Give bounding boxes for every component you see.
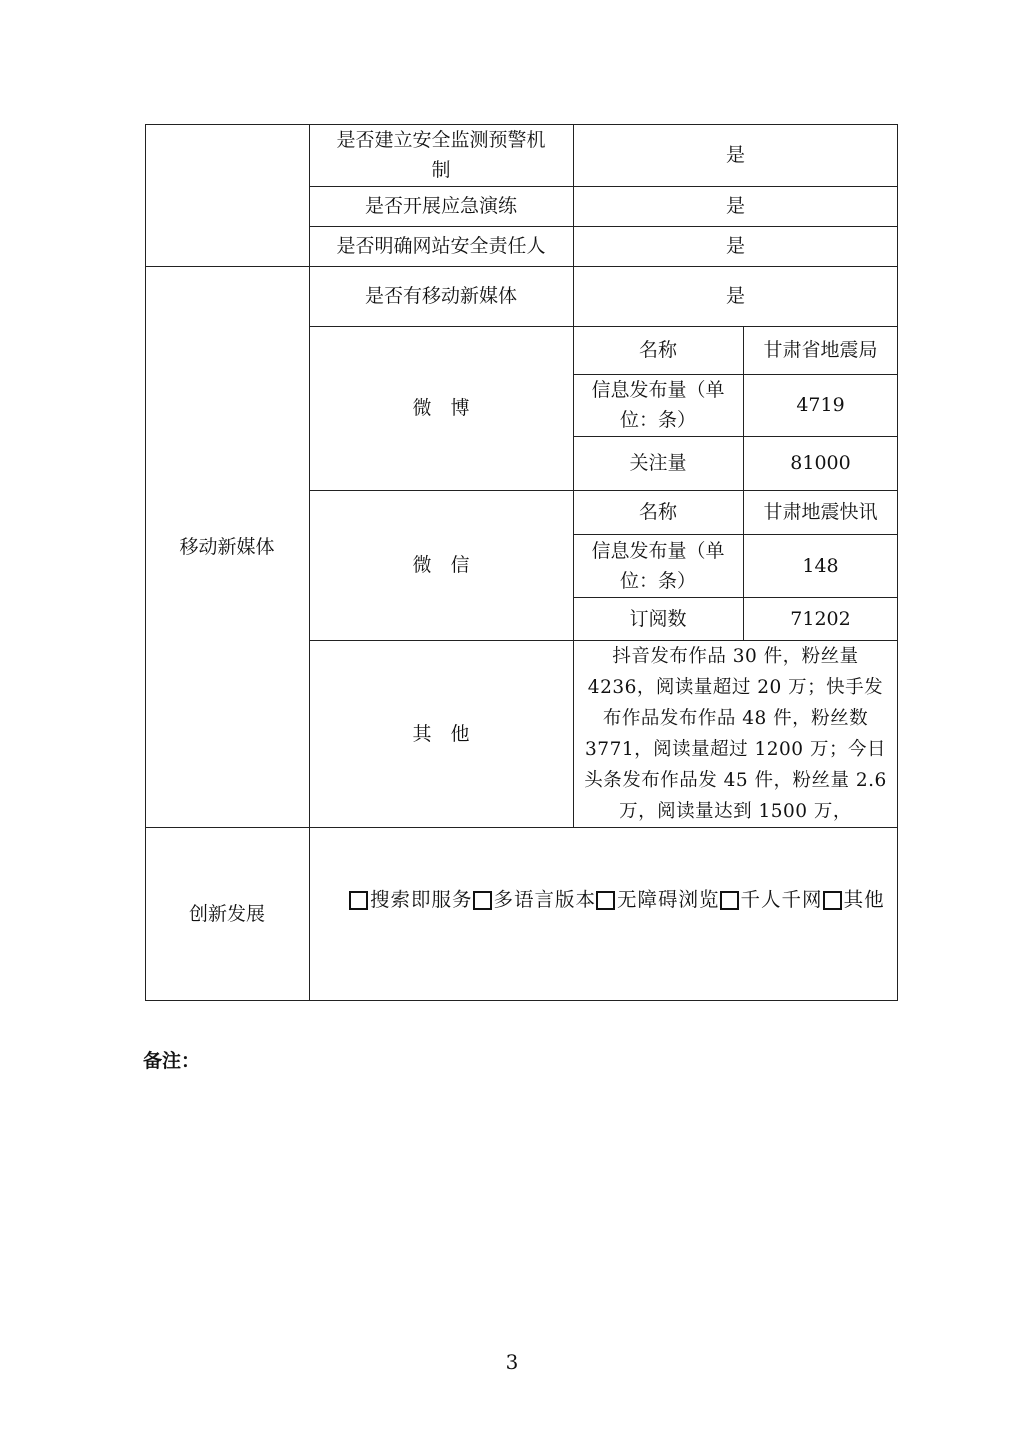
label-text: 是否建立安全监测预警机制 <box>336 129 546 181</box>
emergency-drill-label <box>309 186 573 226</box>
label-text: 是否开展应急演练 <box>364 195 517 217</box>
value-text: 是 <box>725 144 745 166</box>
report-table <box>145 124 898 1001</box>
label-text: 是否有移动新媒体 <box>364 285 517 307</box>
note-label: 备注： <box>143 1050 201 1072</box>
value-text: 是 <box>725 285 745 307</box>
weibo-name-value <box>743 326 898 374</box>
option-multilingual[interactable] <box>473 885 597 915</box>
label-text: 创新发展 <box>188 902 265 925</box>
checkbox-icon[interactable] <box>720 891 739 910</box>
value-text: 4719 <box>796 394 845 416</box>
weibo-posts-label <box>573 374 743 436</box>
other-media-label <box>309 640 573 827</box>
mobile-media-section-label <box>145 266 309 827</box>
label-text: 订阅数 <box>629 607 687 630</box>
option-label: 无障碍浏览 <box>617 888 720 911</box>
checkbox-icon[interactable] <box>596 891 615 910</box>
value-text: 71202 <box>790 607 851 630</box>
has-mobile-media-label <box>309 266 573 326</box>
option-label: 千人千网 <box>740 888 823 911</box>
label-text: 移动新媒体 <box>179 535 275 558</box>
emergency-drill-value <box>573 186 898 226</box>
innovation-label <box>145 827 309 1000</box>
security-monitoring-label <box>309 124 573 186</box>
option-other[interactable] <box>823 885 885 915</box>
label-text: 其 他 <box>412 722 470 745</box>
description-text: 抖音发布作品 30 件，粉丝量 4236，阅读量超过 20 万；快手发布作品发布作品 48 件，粉丝数 3771，阅读量超过 1200 万；今日头条发布作品发 45 件，粉丝量 2.6 万，阅读量达到 1500 万， <box>584 645 887 822</box>
label-text: 是否明确网站安全责任人 <box>336 235 546 257</box>
option-search-as-service[interactable] <box>349 885 473 915</box>
value-text: 甘肃省地震局 <box>763 339 878 361</box>
value-text: 是 <box>725 235 745 257</box>
security-monitoring-value <box>573 124 898 186</box>
other-media-description <box>573 640 898 827</box>
innovation-options <box>309 827 898 1000</box>
wechat-label <box>309 490 573 640</box>
checkbox-icon[interactable] <box>349 891 368 910</box>
wechat-posts-label <box>573 534 743 597</box>
wechat-subscribers-value <box>743 597 898 640</box>
value-text: 148 <box>802 554 839 577</box>
wechat-subscribers-label <box>573 597 743 640</box>
wechat-name-label <box>573 490 743 534</box>
security-owner-label <box>309 226 573 266</box>
label-text: 信息发布量（单位：条） <box>591 379 725 431</box>
page-number: 3 <box>505 1350 519 1374</box>
value-text: 甘肃地震快讯 <box>763 501 878 523</box>
weibo-follow-label <box>573 436 743 490</box>
option-label: 多语言版本 <box>493 888 597 911</box>
option-label: 其他 <box>843 888 885 911</box>
weibo-follow-value <box>743 436 898 490</box>
option-accessibility[interactable] <box>596 885 720 915</box>
value-text: 81000 <box>790 452 851 474</box>
value-text: 是 <box>725 195 745 217</box>
checkbox-icon[interactable] <box>473 891 492 910</box>
weibo-name-label <box>573 326 743 374</box>
option-label: 搜索即服务 <box>370 888 473 911</box>
label-text: 微 信 <box>412 554 470 576</box>
label-text: 名称 <box>638 339 677 361</box>
has-mobile-media-value <box>573 266 898 326</box>
option-personalized[interactable] <box>720 885 823 915</box>
security-owner-value <box>573 226 898 266</box>
label-text: 信息发布量（单位：条） <box>591 539 725 592</box>
weibo-label <box>309 326 573 490</box>
label-text: 名称 <box>638 501 677 523</box>
weibo-posts-value <box>743 374 898 436</box>
wechat-posts-value <box>743 534 898 597</box>
label-text: 关注量 <box>629 452 687 474</box>
row-border <box>145 1000 898 1001</box>
wechat-name-value <box>743 490 898 534</box>
label-text: 微 博 <box>412 397 470 419</box>
checkbox-icon[interactable] <box>823 891 842 910</box>
